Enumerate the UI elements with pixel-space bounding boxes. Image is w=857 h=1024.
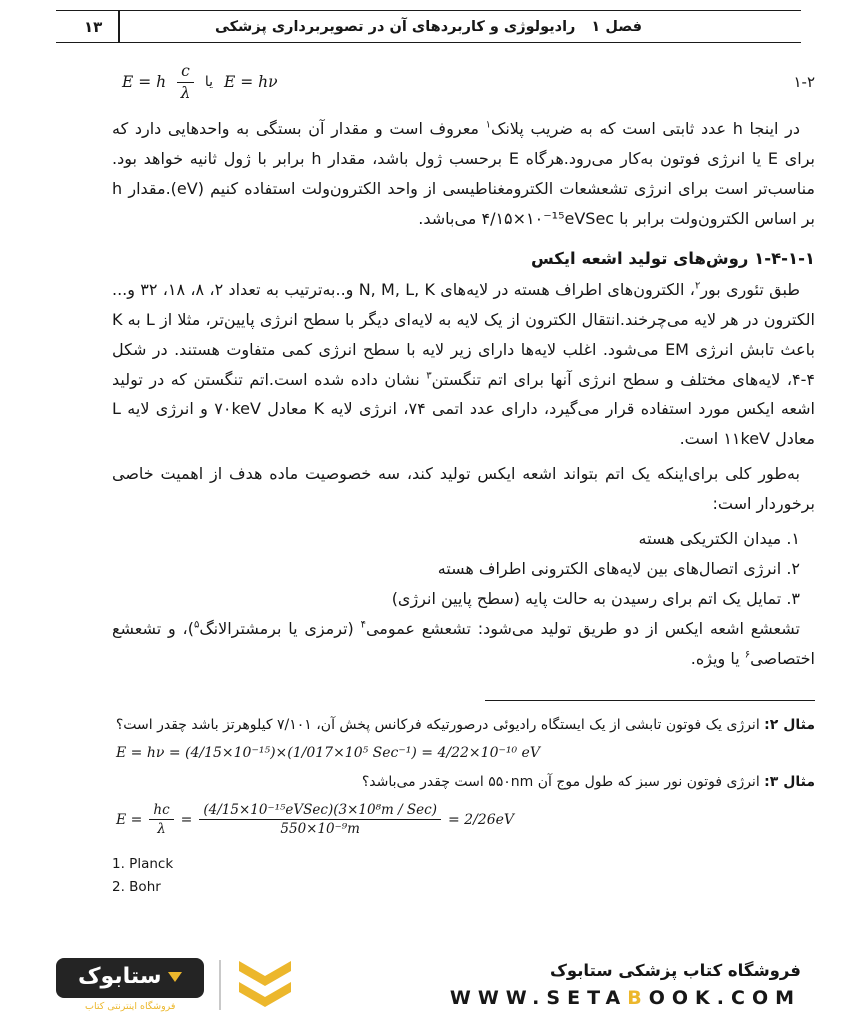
equation-connector: یا: [204, 74, 213, 91]
example-2: [112, 713, 815, 738]
footer-text: [450, 961, 801, 1009]
footnote-references: [112, 853, 815, 898]
equation-right: E = hν: [224, 73, 278, 92]
page-header: [56, 10, 801, 43]
paragraph-target-properties: به‌طور کلی برای‌اینکه یک اتم بتواند اشعه ایکس تولید کند، سه خصوصیت ماده هدف از اهمیت خاصی برخوردار است:: [112, 464, 815, 514]
paragraph-radiation-types: تشعشع اشعه ایکس از دو طریق تولید می‌شود: تشعشع عمومی$^۴$ (ترمزی یا برمشترالانگ$^۵$)، و تشعشع اختصاصی$^۶$ یا ویژه.: [112, 618, 815, 668]
page-footer: [56, 958, 801, 1012]
double-chevron-down-icon: [236, 961, 294, 1008]
url-accent-letter: B: [627, 986, 649, 1009]
equation-block: [112, 62, 815, 102]
header-divider: [118, 11, 120, 42]
store-name: فروشگاه کتاب پزشکی ستابوک: [550, 960, 801, 980]
equation-left-pre: E = h: [122, 73, 167, 92]
paragraph-planck-constant: در اینجا h عدد ثابتی است که به ضریب پلانک$^۱$ معروف است و مقدار آن بستگی به واحدهایی دارد که برای E یا انرژی فوتون به‌کار می‌رود.هرگاه E برحسب ژول باشد، مقدار h برابر با ژول ثانیه خواهد بود. مناسب‌تر است برای انرژی تشعشعات الکترومغناطیسی از واحد الکترون‌ولت استفاده کنیم (eV).مقدار h بر اساس الکترون‌ولت برابر با ۴/۱۵×۱۰⁻¹⁵eVSec می‌باشد.: [112, 119, 816, 228]
footnote-ref-planck: 1. Planck: [112, 856, 174, 873]
equation-number: ۱-۲: [793, 73, 815, 92]
list-item-1: ۱. میدان الکتریکی هسته: [638, 529, 800, 549]
website-url: WWW.SETABOOK.COM: [449, 986, 801, 1009]
example-3-label: مثال ۳:: [764, 773, 815, 790]
equation-main: [122, 62, 278, 102]
footnotes: [112, 713, 815, 898]
example-2-label: مثال ۲:: [764, 716, 815, 733]
fraction-c-lambda: $\frac{c}{\lambda}$: [177, 62, 194, 102]
logo-triangle-icon: [168, 972, 182, 982]
chapter-label: فصل ۱: [591, 18, 643, 35]
example-2-text: انرژی یک فوتون تابشی از یک ایستگاه رادیوئی درصورتیکه فرکانس پخش آن، ۷/۱۰۱ کیلوهرتز باشد چقدر است؟: [115, 716, 765, 733]
logo-caption: فروشگاه اینترنتی کتاب: [85, 1001, 176, 1012]
page-number: ۱۳: [84, 17, 103, 36]
example-3-text: انرژی فوتون نور سبز که طول موج آن ۵۵۰nm است چقدر می‌باشد؟: [361, 773, 765, 790]
logo-wordmark: ستابوک: [78, 963, 162, 989]
example-2-equation: E = hν = (4/15×10⁻¹⁵)×(1/017×10⁵ Sec⁻¹) = 4/22×10⁻¹⁰ eV: [116, 744, 540, 761]
fraction-numeric: $\frac{\text{(4/15×10⁻¹⁵eVSec)(3×10⁸m / Sec)}}{\text{550×10⁻⁹m}}$: [199, 802, 441, 837]
setabook-logo: [56, 958, 294, 1012]
example-3-equation: E = $\frac{hc}{\lambda}$ = $\frac{\text{(4/15×10⁻¹⁵eVSec)(3×10⁸m / Sec)}}{\text{550×10⁻⁹m}}$ = 2/26eV: [116, 801, 515, 838]
example-3: [112, 770, 815, 795]
section-heading: ۱-۴-۱-۱ روش‌های تولید اشعه ایکس: [530, 248, 815, 268]
chapter-text: رادیولوژی و کاربردهای آن در تصویربرداری پزشکی: [214, 18, 576, 35]
fraction-hc-lambda: $\frac{hc}{\lambda}$: [149, 802, 173, 837]
footnote-separator: [485, 700, 815, 701]
list-item-3: ۳. تمایل یک اتم برای رسیدن به حالت پایه (سطح پایین انرژی): [391, 588, 800, 608]
list-item-2: ۲. انرژی اتصال‌های بین لایه‌های الکترونی اطراف هسته: [437, 558, 800, 578]
logo-divider: [219, 960, 221, 1010]
paragraph-bohr-theory: طبق تئوری بور$^۲$، الکترون‌های اطراف هسته در لایه‌های N, M, L, K و..به‌ترتیب به تعداد ۲، ۸، ۱۸، ۳۲ و... الکترون در هر لایه می‌چرخند.انتقال الکترون از یک لایه به لایه‌ای دیگر با سطح انرژی پایین‌تر، مثلا از L به K باعث تابش انرژی EM می‌شود. اغلب لایه‌ها دارای زیر لایه با سطح انرژی کمی متفاوت هستند. در شکل ۴-۴، لایه‌های مختلف و سطح انرژی آنها برای اتم تنگستن$^۳$ نشان داده شده است.اتم تنگستن که در تولید اشعه ایکس مورد استفاده قرار می‌گیرد، دارای عدد اتمی ۷۴، انرژی لایه K معادل ۷۰keV و انرژی لایه L معادل ۱۱keV است.: [112, 279, 816, 449]
logo-box: [56, 958, 204, 998]
footnote-ref-bohr: 2. Bohr: [112, 878, 161, 895]
chapter-title: [215, 19, 642, 35]
logo-badge: [56, 958, 204, 1012]
page-content: [112, 48, 815, 898]
